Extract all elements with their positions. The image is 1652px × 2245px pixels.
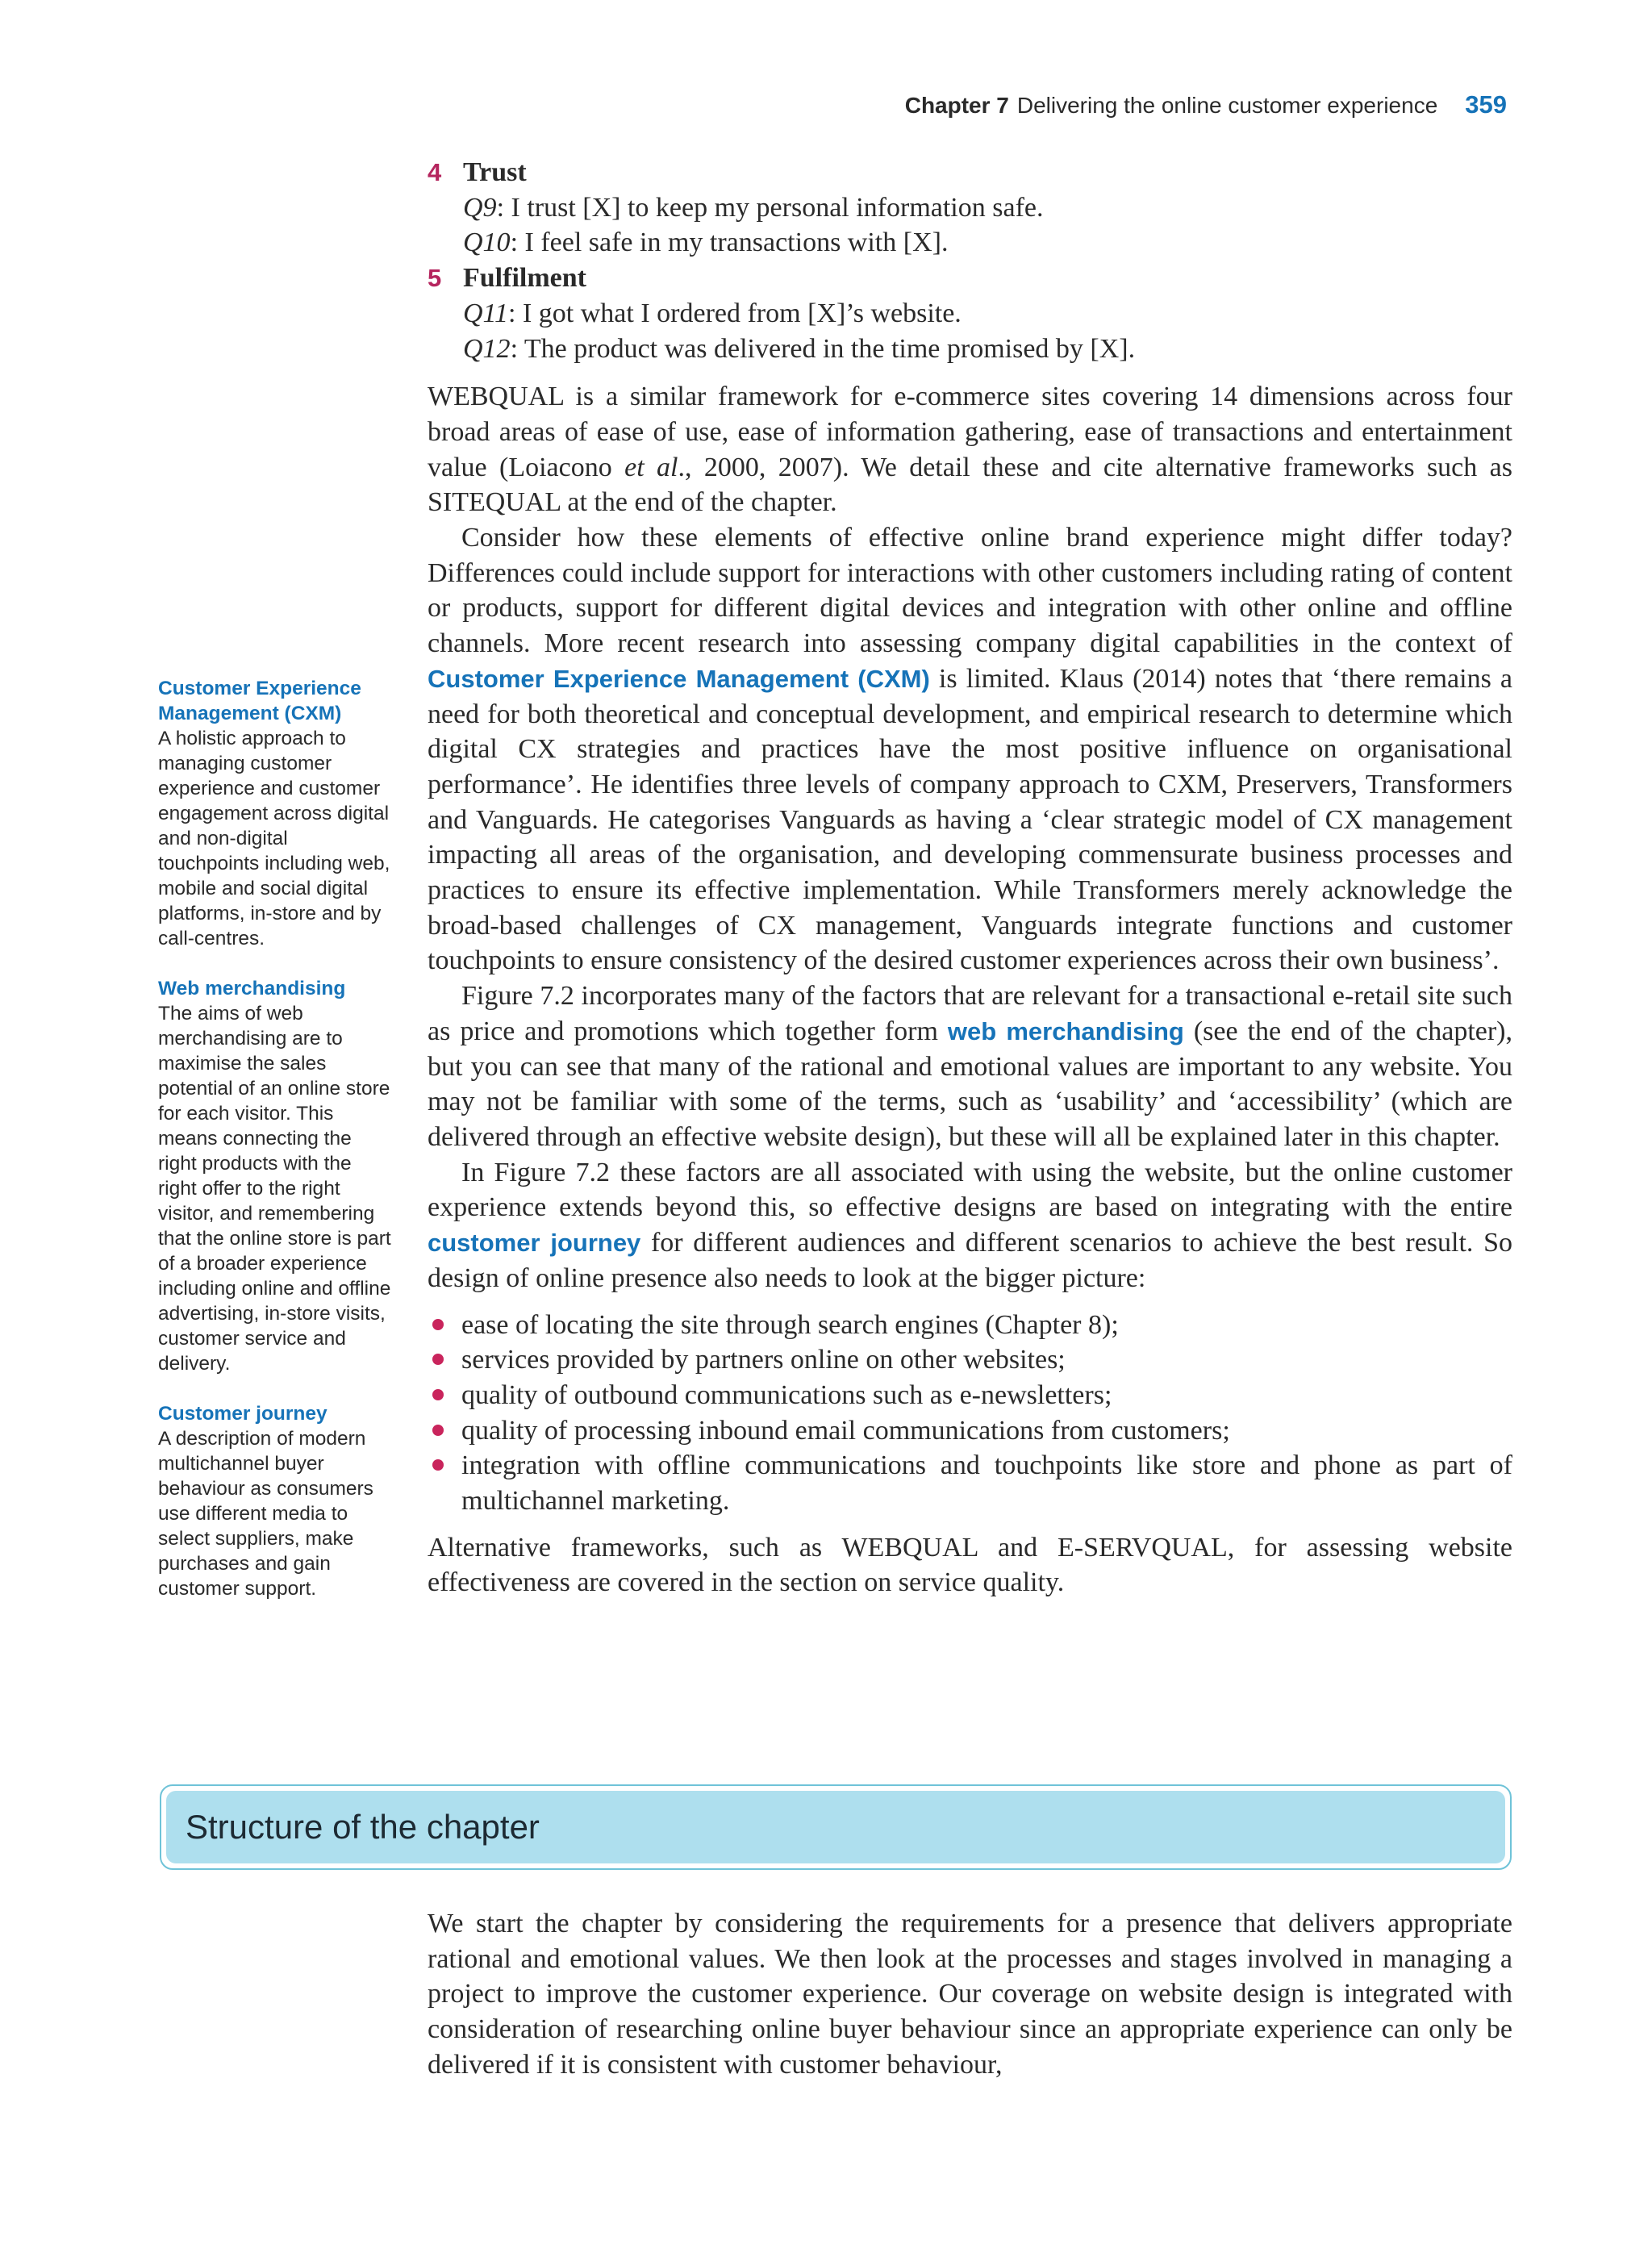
term-cxm: Customer Experience Management (CXM) bbox=[428, 664, 930, 693]
glossary-definition: A description of modern multichannel buyer behaviour as consumers use different media to select suppliers, make purchases and gain customer support. bbox=[158, 1428, 373, 1600]
list-item: quality of processing inbound email communications from customers; bbox=[428, 1413, 1512, 1449]
section-heading: Structure of the chapter bbox=[166, 1791, 1505, 1863]
bullet-dot-icon bbox=[432, 1354, 444, 1365]
list-item: integration with offline communications and touchpoints like store and phone as part of multichannel marketing. bbox=[428, 1448, 1512, 1518]
glossary-definition: A holistic approach to managing customer experience and customer engagement across digital and non-digital touchpoints including web, mobile and social digital platforms, in-store and by call-centres. bbox=[158, 728, 390, 949]
term-web-merchandising: web merchandising bbox=[947, 1016, 1184, 1045]
glossary-term: Web merchandising bbox=[158, 978, 346, 999]
glossary-customer-journey bbox=[158, 1401, 392, 1601]
section-body bbox=[428, 1906, 1512, 2083]
question-line: Q11: I got what I ordered from [X]’s website. bbox=[463, 298, 962, 328]
glossary-definition: The aims of web merchandising are to maximise the sales potential of an online store for each visitor. This means connecting the right products with the right offer to the right visitor, and remembering that the online store is part of a broader experience including online and offline advertising, in-store visits, customer service and delivery. bbox=[158, 1003, 391, 1375]
bullet-dot-icon bbox=[432, 1319, 444, 1330]
list-item-trust bbox=[428, 155, 1512, 261]
chapter-label: Chapter 7 bbox=[904, 93, 1009, 118]
paragraph-alternative-frameworks: Alternative frameworks, such as WEBQUAL and E-SERVQUAL, for assessing website effectiveness are covered in the section on service quality. bbox=[428, 1532, 1512, 1598]
term-customer-journey: customer journey bbox=[428, 1229, 641, 1258]
glossary-cxm bbox=[158, 676, 392, 951]
paragraph-customer-journey: In Figure 7.2 these factors are all associated with using the website, but the online customer experience extends beyond this, so effective designs are based on integrating with the entire customer journey for different audiences and different scenarios to achieve the best result. So design of online presence also needs to look at the bigger picture: bbox=[428, 1157, 1512, 1293]
question-line: Q12: The product was delivered in the time promised by [X]. bbox=[463, 333, 1136, 364]
question-line: Q10: I feel safe in my transactions with [X]. bbox=[463, 227, 949, 258]
list-item: ease of locating the site through search engines (Chapter 8); bbox=[428, 1308, 1512, 1343]
list-title: Fulfilment bbox=[463, 263, 586, 294]
paragraph-webqual: WEBQUAL is a similar framework for e-commerce sites covering 14 dimensions across four broad areas of ease of use, ease of information gathering, ease of transactions and entertainment value (Loiacono et al., 2000, 2007). We detail these and cite alternative frameworks such as SITEQUAL at the end of the chapter. bbox=[428, 382, 1512, 518]
list-number: 5 bbox=[428, 264, 442, 293]
list-number: 4 bbox=[428, 158, 442, 186]
glossary-term: Customer Experience Management (CXM) bbox=[158, 678, 361, 724]
bullet-list bbox=[428, 1308, 1512, 1519]
page-number: 359 bbox=[1465, 90, 1507, 119]
question-line: Q9: I trust [X] to keep my personal information safe. bbox=[463, 192, 1044, 223]
glossary-term: Customer journey bbox=[158, 1403, 327, 1425]
bullet-dot-icon bbox=[432, 1459, 444, 1471]
bullet-dot-icon bbox=[432, 1425, 444, 1436]
chapter-title: Delivering the online customer experience bbox=[1016, 93, 1438, 118]
section-heading-box bbox=[160, 1784, 1512, 1870]
paragraph-cxm: Consider how these elements of effective online brand experience might differ today? Differences could include support for interactions with other customers including rating of content or products, support for different digital devices and integration with other online and offline channels. More recent research into assessing company digital capabilities in the context of Customer Experience Management (CXM) is limited. Klaus (2014) notes that ‘there remains a need for both theoretical and conceptual development, and empirical research to determine which digital CX strategies and practices have the most positive influence on organisational performance’. He identifies three levels of company approach to CXM, Preservers, Transformers and Vanguards. He categorises Vanguards as having a ‘clear strategic model of CX management impacting all areas of the organisation, and developing commensurate business processes and practices to ensure its effective implementation. While Transformers merely acknowledge the broad-based challenges of CX management, Vanguards integrate functions and customer touchpoints to ensure consistency of the desired customer experiences across their own business’. bbox=[428, 523, 1512, 976]
list-title: Trust bbox=[463, 157, 527, 187]
list-item: quality of outbound communications such as e-newsletters; bbox=[428, 1378, 1512, 1413]
list-item-fulfilment bbox=[428, 261, 1512, 366]
main-text-column bbox=[428, 155, 1512, 1600]
paragraph-structure: We start the chapter by considering the requirements for a presence that delivers appropriate rational and emotional values. We then look at the processes and stages involved in managing a project to improve the customer experience. Our coverage on website design is integrated with consideration of researching online buyer behaviour since an appropriate experience can only be delivered if it is consistent with customer behaviour, bbox=[428, 1909, 1512, 2080]
numbered-list bbox=[428, 155, 1512, 366]
bullet-dot-icon bbox=[432, 1389, 444, 1400]
glossary-web-merchandising bbox=[158, 976, 392, 1376]
list-item: services provided by partners online on other websites; bbox=[428, 1342, 1512, 1378]
paragraph-web-merchandising: Figure 7.2 incorporates many of the factors that are relevant for a transactional e-retail site such as price and promotions which together form web merchandising (see the end of the chapter), but you can see that many of the rational and emotional values are important to any website. You may not be familiar with some of the terms, such as ‘usability’ and ‘accessibility’ (which are delivered through an effective website design), but these will all be explained later in this chapter. bbox=[428, 981, 1512, 1152]
running-header bbox=[905, 90, 1507, 119]
margin-glossary bbox=[158, 676, 392, 1626]
